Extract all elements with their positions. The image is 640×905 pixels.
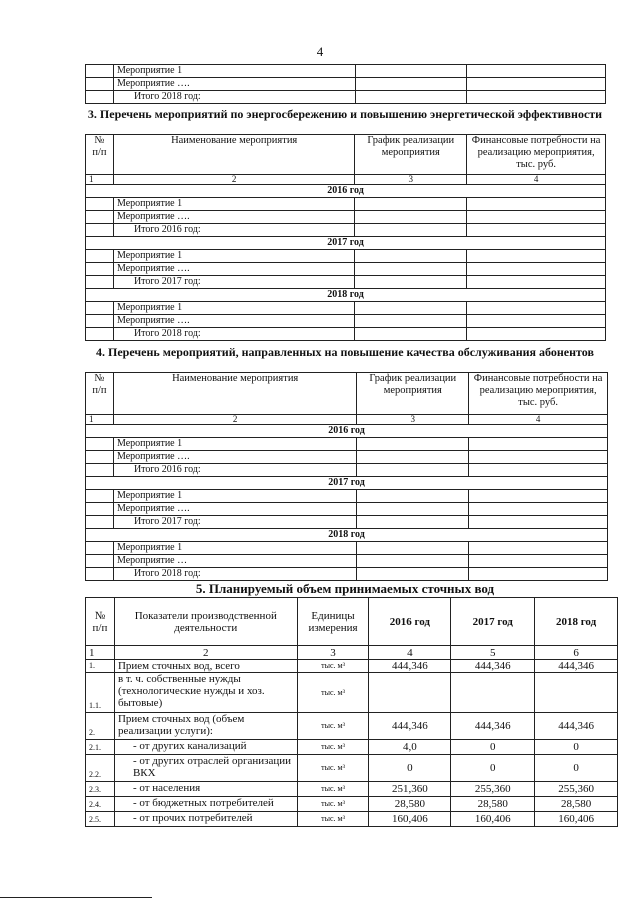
header-row [86, 598, 618, 646]
col-number: 6 [535, 646, 618, 660]
value-2016: 251,360 [369, 782, 451, 797]
value-2018: 0 [535, 740, 618, 755]
table-row [86, 224, 606, 237]
column-number-row [86, 415, 608, 425]
col-number: 2 [113, 415, 356, 425]
table-row [86, 315, 606, 328]
value-2018: 255,360 [535, 782, 618, 797]
col-number: 2 [113, 175, 354, 185]
value-2016: 444,346 [369, 660, 451, 673]
table-row [86, 782, 618, 797]
row-number: 2.5. [86, 812, 115, 827]
table-row [86, 91, 606, 104]
table-row [86, 250, 606, 263]
table-row [86, 713, 618, 740]
value-2017: 444,346 [451, 660, 535, 673]
event-name: Мероприятие 1 [113, 302, 354, 315]
unit: тыс. м³ [297, 713, 369, 740]
row-number: 1. [86, 660, 115, 673]
event-name: Мероприятие …. [113, 451, 356, 464]
event-name: Мероприятие 1 [113, 542, 356, 555]
col-number: 2 [114, 646, 297, 660]
col-indicator-header: Показатели производственной деятельности [114, 598, 297, 646]
table-row [86, 660, 618, 673]
value-2018: 160,406 [535, 812, 618, 827]
event-name: Мероприятие …. [113, 263, 354, 276]
unit: тыс. м³ [297, 782, 369, 797]
col-num-header: № п/п [86, 373, 114, 415]
total-label: Итого 2018 год: [113, 328, 354, 341]
event-name: Мероприятие 1 [113, 438, 356, 451]
col-number: 3 [297, 646, 369, 660]
year-row [86, 289, 606, 302]
table-row [86, 555, 608, 568]
col-name-header: Наименование мероприятия [113, 373, 356, 415]
page-number: 4 [316, 44, 324, 59]
value-2017: 160,406 [451, 812, 535, 827]
year-heading: 2017 год [86, 477, 608, 490]
col-number: 4 [469, 415, 608, 425]
table-row [86, 198, 606, 211]
section-4-table [85, 372, 608, 581]
indicator-name: - от прочих потребителей [114, 812, 297, 827]
table-row [86, 568, 608, 581]
value-2018: 444,346 [535, 713, 618, 740]
col-num-header: № п/п [86, 598, 115, 646]
section-5-table [85, 597, 618, 827]
row-number: 2.3. [86, 782, 115, 797]
col-2016-header: 2016 год [369, 598, 451, 646]
value-2018: 444,346 [535, 660, 618, 673]
year-heading: 2016 год [86, 425, 608, 438]
value-2016: 444,346 [369, 713, 451, 740]
indicator-name: Прием сточных вод (объем реализации услуги): [114, 713, 297, 740]
col-finance-header: Финансовые потребности на реализацию мероприятия, тыс. руб. [469, 373, 608, 415]
year-heading: 2018 год [86, 289, 606, 302]
event-name: Мероприятие 1 [113, 198, 354, 211]
total-label: Итого 2016 год: [113, 464, 356, 477]
table-row [86, 78, 606, 91]
total-label: Итого 2018 год: [113, 91, 355, 104]
col-unit-header: Единицы измерения [297, 598, 369, 646]
col-schedule-header: График реализации мероприятия [355, 135, 467, 175]
table-row [86, 65, 606, 78]
col-name-header: Наименование мероприятия [113, 135, 354, 175]
event-name: Мероприятие …. [113, 211, 354, 224]
table-row [86, 263, 606, 276]
value-2018: 0 [535, 755, 618, 782]
col-2018-header: 2018 год [535, 598, 618, 646]
col-number: 1 [86, 646, 115, 660]
year-row [86, 237, 606, 250]
col-finance-header: Финансовые потребности на реализацию мероприятия, тыс. руб. [467, 135, 606, 175]
col-schedule-header: График реализации мероприятия [357, 373, 469, 415]
col-number: 1 [86, 175, 114, 185]
table-row [86, 503, 608, 516]
value-2017: 0 [451, 755, 535, 782]
value-2016: 28,580 [369, 797, 451, 812]
col-number: 5 [451, 646, 535, 660]
table-row [86, 755, 618, 782]
event-name: Мероприятие 1 [113, 490, 356, 503]
section-5-title: 5. Планируемый объем принимаемых сточных вод [195, 581, 495, 596]
col-num-header: № п/п [86, 135, 114, 175]
indicator-name: - от других отраслей организации ВКХ [114, 755, 297, 782]
event-name: Мероприятие 1 [113, 65, 355, 78]
indicator-name: Прием сточных вод, всего [114, 660, 297, 673]
column-number-row [86, 175, 606, 185]
year-heading: 2016 год [86, 185, 606, 198]
unit: тыс. м³ [297, 812, 369, 827]
total-label: Итого 2018 год: [113, 568, 356, 581]
year-heading: 2018 год [86, 529, 608, 542]
table-row [86, 812, 618, 827]
section-3-table [85, 134, 606, 341]
value-2016 [369, 673, 451, 713]
row-number: 1.1. [86, 673, 115, 713]
footnote-divider [0, 897, 152, 898]
year-row [86, 529, 608, 542]
table-row [86, 438, 608, 451]
indicator-name: в т. ч. собственные нужды (технологические нужды и хоз. бытовые) [114, 673, 297, 713]
value-2018: 28,580 [535, 797, 618, 812]
value-2017: 444,346 [451, 713, 535, 740]
table-row [86, 542, 608, 555]
col-number: 4 [369, 646, 451, 660]
value-2016: 4,0 [369, 740, 451, 755]
column-number-row [86, 646, 618, 660]
section-4-title: 4. Перечень мероприятий, направленных на повышение качества обслуживания абонентов [96, 345, 594, 359]
value-2017: 28,580 [451, 797, 535, 812]
table-row [86, 276, 606, 289]
unit: тыс. м³ [297, 755, 369, 782]
table-row [86, 302, 606, 315]
value-2017 [451, 673, 535, 713]
indicator-name: - от населения [114, 782, 297, 797]
table-row [86, 464, 608, 477]
indicator-name: - от бюджетных потребителей [114, 797, 297, 812]
col-2017-header: 2017 год [451, 598, 535, 646]
event-name: Мероприятие … [113, 555, 356, 568]
unit: тыс. м³ [297, 660, 369, 673]
total-label: Итого 2017 год: [113, 516, 356, 529]
event-name: Мероприятие …. [113, 78, 355, 91]
header-row [86, 373, 608, 415]
section-3-title: 3. Перечень мероприятий по энергосбережению и повышению энергетической эффективности [87, 107, 603, 121]
table-row [86, 740, 618, 755]
unit: тыс. м³ [297, 673, 369, 713]
table-row [86, 451, 608, 464]
total-label: Итого 2016 год: [113, 224, 354, 237]
value-2017: 0 [451, 740, 535, 755]
unit: тыс. м³ [297, 740, 369, 755]
value-2017: 255,360 [451, 782, 535, 797]
value-2016: 160,406 [369, 812, 451, 827]
total-label: Итого 2017 год: [113, 276, 354, 289]
year-heading: 2017 год [86, 237, 606, 250]
year-row [86, 425, 608, 438]
row-number: 2.1. [86, 740, 115, 755]
event-name: Мероприятие 1 [113, 250, 354, 263]
table-row [86, 673, 618, 713]
row-number: 2. [86, 713, 115, 740]
row-number: 2.2. [86, 755, 115, 782]
row-number: 2.4. [86, 797, 115, 812]
col-number: 3 [355, 175, 467, 185]
value-2018 [535, 673, 618, 713]
indicator-name: - от других канализаций [114, 740, 297, 755]
table-row [86, 490, 608, 503]
col-number: 1 [86, 415, 114, 425]
header-row [86, 135, 606, 175]
year-row [86, 185, 606, 198]
col-number: 3 [357, 415, 469, 425]
table-row [86, 516, 608, 529]
year-row [86, 477, 608, 490]
table-row [86, 328, 606, 341]
continued-table [85, 64, 606, 104]
table-row [86, 211, 606, 224]
table-row [86, 797, 618, 812]
value-2016: 0 [369, 755, 451, 782]
event-name: Мероприятие …. [113, 315, 354, 328]
unit: тыс. м³ [297, 797, 369, 812]
event-name: Мероприятие …. [113, 503, 356, 516]
col-number: 4 [467, 175, 606, 185]
